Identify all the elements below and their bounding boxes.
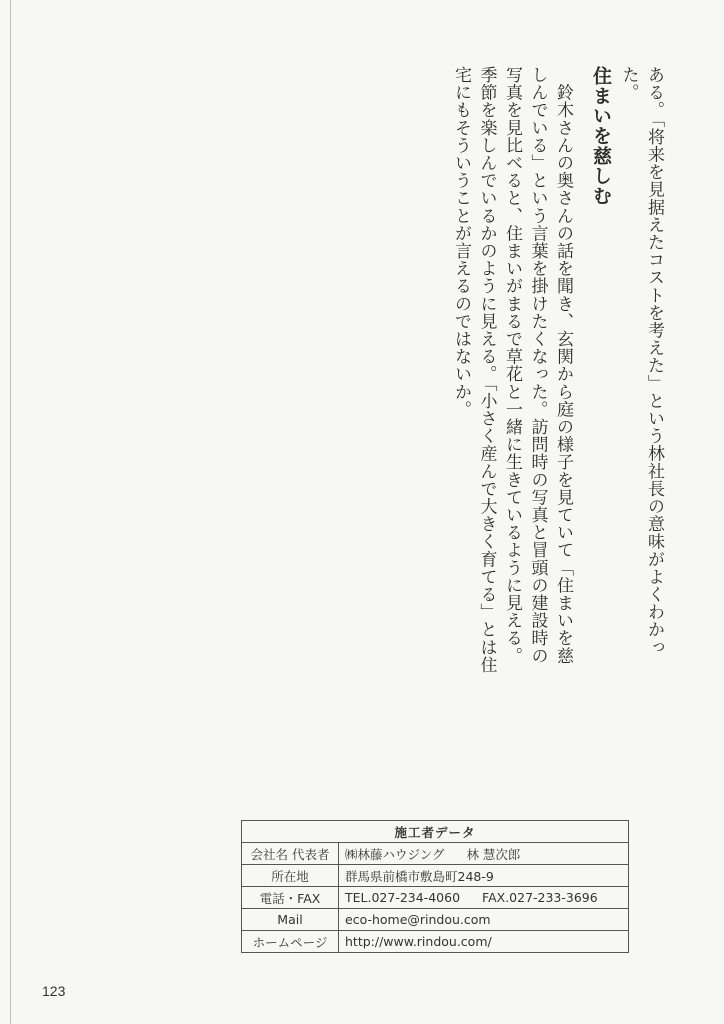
- table-title-row: [242, 821, 629, 843]
- mail-value: eco-home@rindou.com: [339, 909, 629, 931]
- table-row: [242, 909, 629, 931]
- table-row: [242, 865, 629, 887]
- table-title: 施工者データ: [242, 821, 629, 843]
- page-number: 123: [42, 983, 66, 999]
- company-name: ㈱林藤ハウジング: [345, 846, 445, 862]
- phone-label: 電話・FAX: [242, 887, 339, 909]
- table-row: [242, 843, 629, 865]
- address-value: 群馬県前橋市敷島町248-9: [339, 865, 629, 887]
- table-row: [242, 931, 629, 953]
- fax-value: FAX.027-233-3696: [482, 890, 598, 905]
- homepage-label: ホームページ: [242, 931, 339, 953]
- homepage-value: http://www.rindou.com/: [339, 931, 629, 953]
- section-heading: 住まいを慈しむ: [590, 66, 612, 206]
- lead-text: ある。「将来を見据えたコストを考えた」という林社長の意味がよくわかった。: [618, 66, 664, 656]
- article-body: [426, 66, 666, 676]
- company-label: 会社名 代表者: [242, 843, 339, 865]
- mail-label: Mail: [242, 909, 339, 931]
- phone-value: [339, 887, 629, 909]
- address-label: 所在地: [242, 865, 339, 887]
- contractor-data-table: [241, 820, 629, 953]
- tel-value: TEL.027-234-4060: [345, 890, 461, 905]
- body-paragraph: 鈴木さんの奥さんの話を聞き、玄関から庭の様子を見ていて「住まいを慈しんでいる」という言葉を掛けたくなった。訪問時の写真と冒頭の建設時の写真を見比べると、住まいがまるで草花と一緒に生きているように見える。季節を楽しんでいるかのように見える。「小さく産んで大きく育てる」とは住宅にもそういうことが言えるのではないか。: [451, 66, 573, 674]
- company-value: [339, 843, 629, 865]
- table-row: [242, 887, 629, 909]
- page-edge-line: [10, 0, 11, 1024]
- representative-name: 林 慧次郎: [466, 846, 521, 862]
